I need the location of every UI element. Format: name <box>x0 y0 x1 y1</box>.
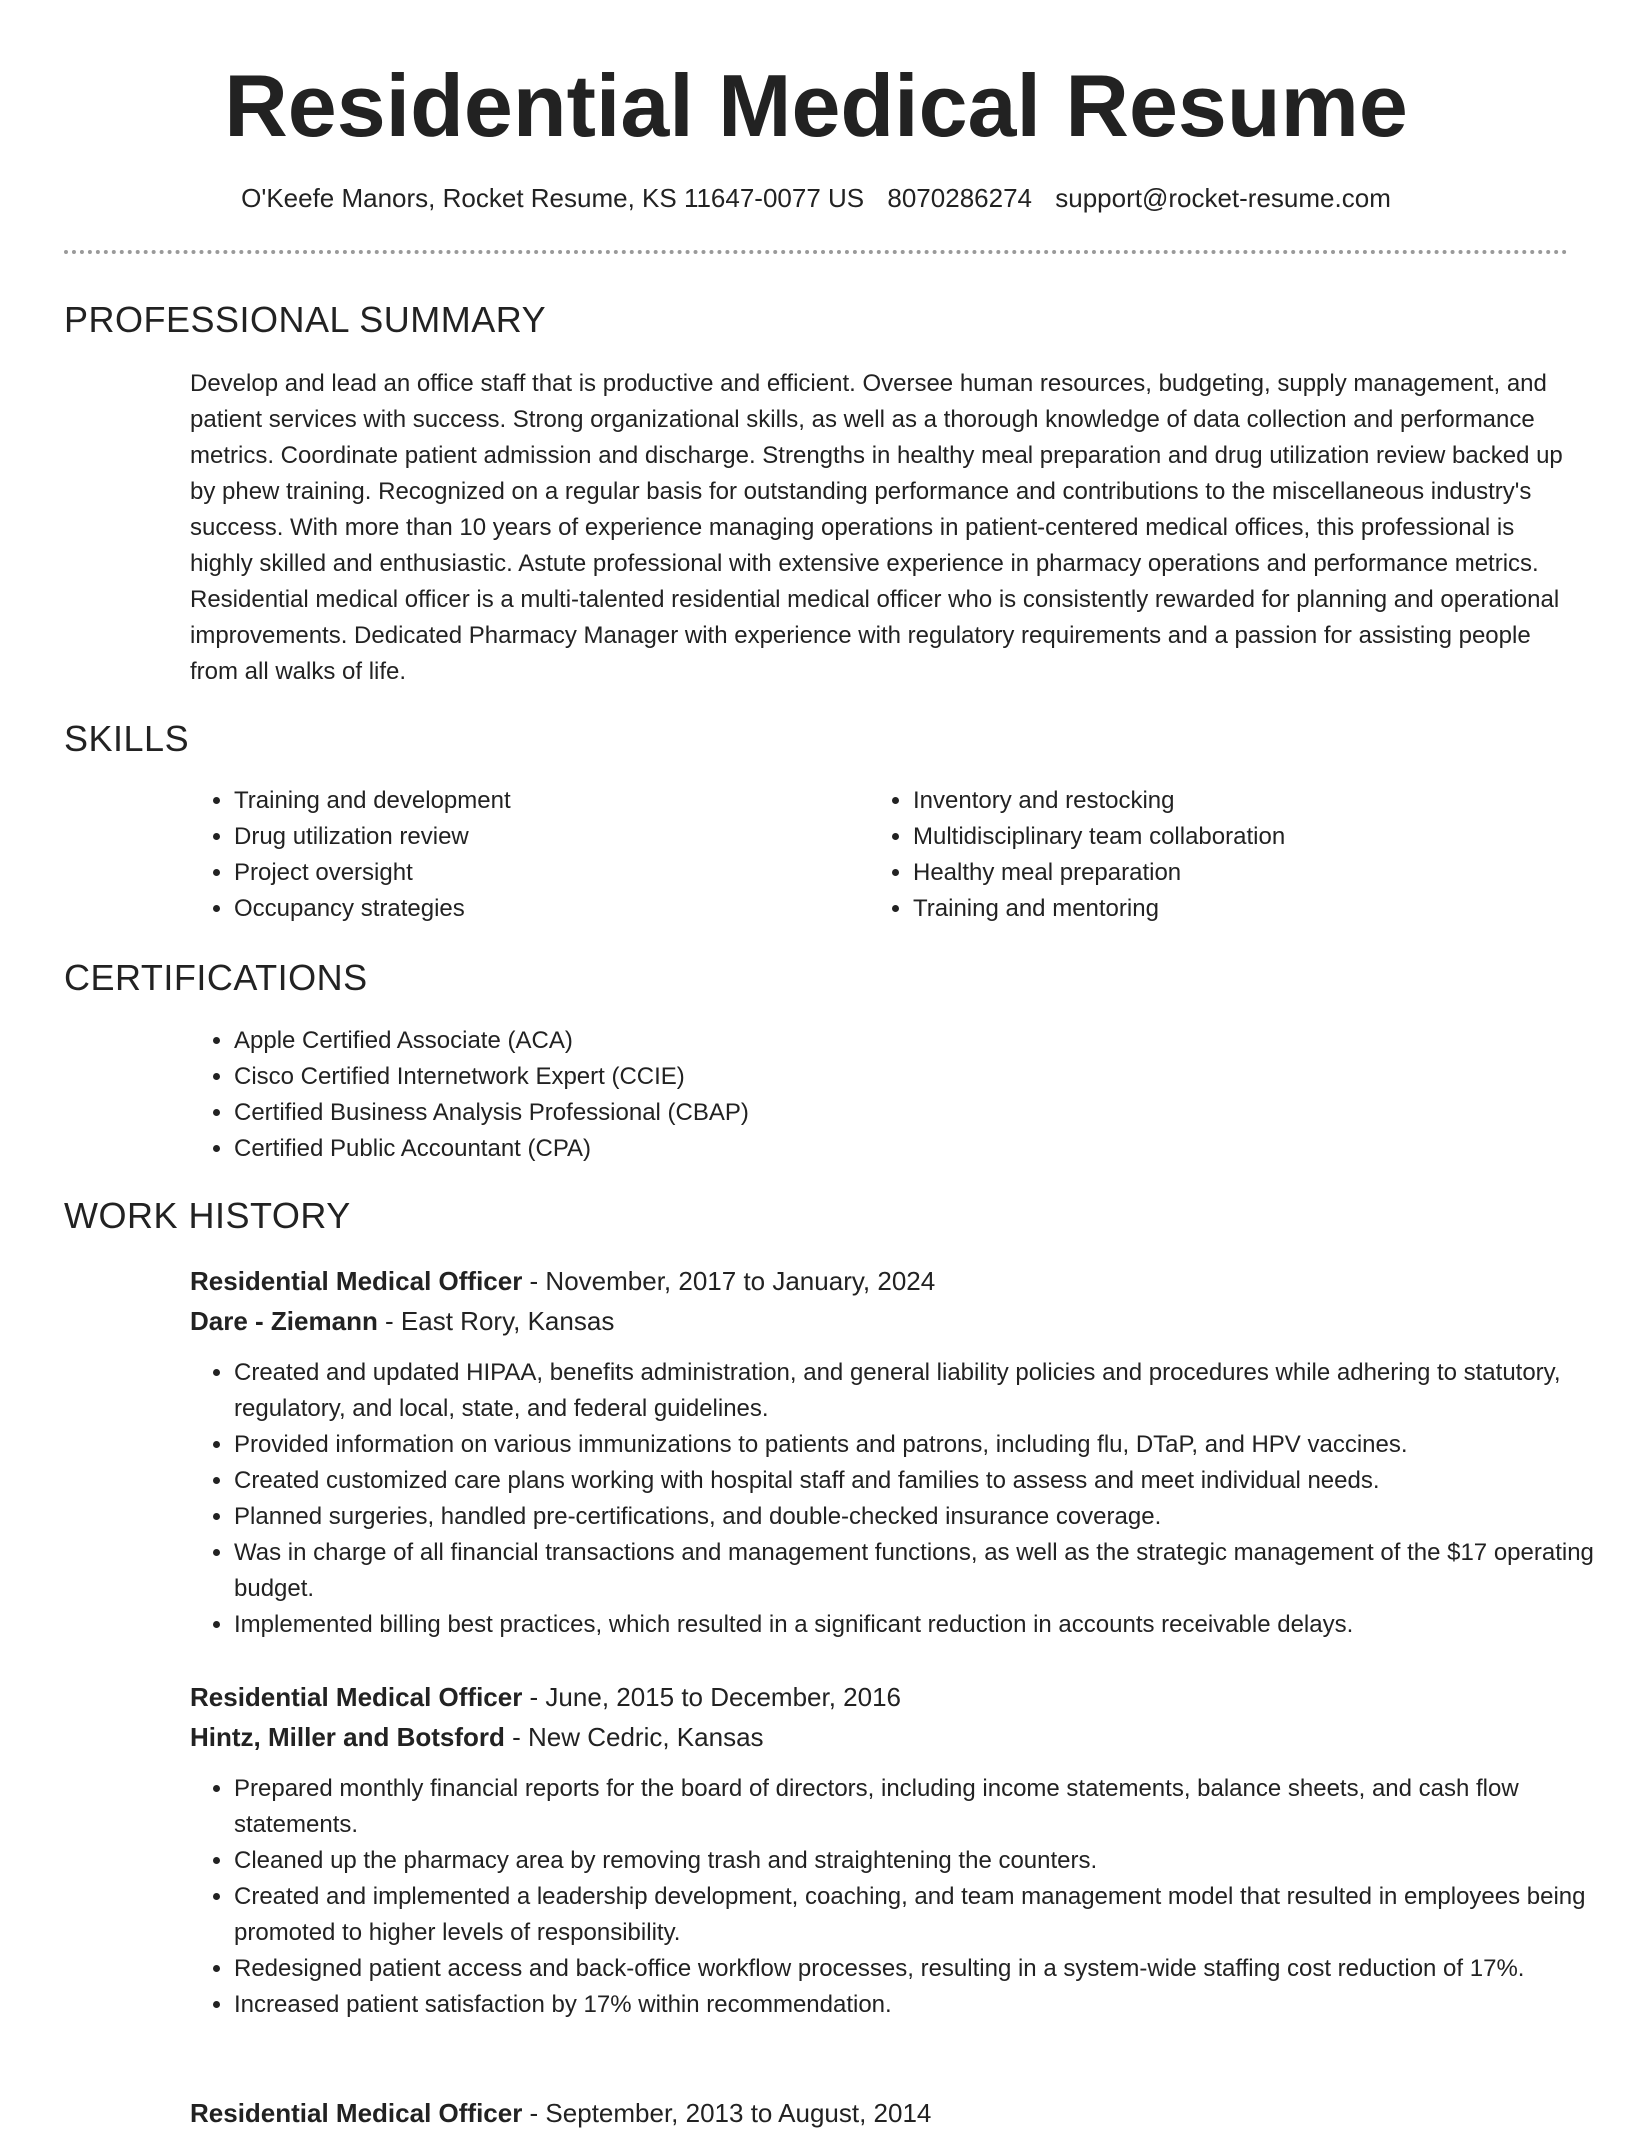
summary-text: Develop and lead an office staff that is productive and efficient. Oversee human resources, budgeting, supply management, and patient services with success. Strong organizational skills, as well as a thorough knowledge of data collection and performance metrics. Coordinate patient admission and discharge. Strengths in healthy meal preparation and drug utilization review backed up by phew training. Recognized on a regular basis for outstanding performance and contributions to the miscellaneous industry's success. With more than 10 years of experience managing operations in patient-centered medical offices, this professional is highly skilled and enthusiastic. Astute professional with extensive experience in pharmacy operations and performance metrics. Residential medical officer is a multi-talented residential medical officer who is consistently rewarded for planning and operational improvements. Dedicated Pharmacy Manager with experience with regulatory requirements and a passion for assisting people from all walks of life. <box>190 370 1563 685</box>
list-item: • Provided information on various immunizations to patients and patrons, including flu, DTaP, and HPV vaccines. <box>234 1427 1614 1463</box>
list-item: • Was in charge of all financial transactions and management functions, as well as the strategic management of the $17 operating budget. <box>234 1535 1614 1607</box>
list-item: • Cisco Certified Internetwork Expert (CCIE) <box>234 1059 1574 1095</box>
skills-list-left <box>190 783 854 927</box>
list-item: • Inventory and restocking <box>913 783 1593 819</box>
job-role: Residential Medical Officer <box>190 2098 523 2128</box>
job-title-line <box>190 2093 931 2133</box>
job-dates: - September, 2013 to August, 2014 <box>522 2098 932 2128</box>
header-divider <box>64 250 1568 254</box>
job-dates: - June, 2015 to December, 2016 <box>522 1682 902 1712</box>
contact-address: O'Keefe Manors, Rocket Resume, KS 11647-0077 US <box>241 183 865 213</box>
job-dates: - November, 2017 to January, 2024 <box>522 1266 936 1296</box>
list-item: • Apple Certified Associate (ACA) <box>234 1023 1574 1059</box>
skills-list-right <box>869 783 1593 927</box>
list-item: • Healthy meal preparation <box>913 855 1593 891</box>
contact-phone: 8070286274 <box>887 183 1032 213</box>
job-role: Residential Medical Officer <box>190 1266 523 1296</box>
list-item: • Project oversight <box>234 855 854 891</box>
list-item: • Certified Business Analysis Professional (CBAP) <box>234 1095 1574 1131</box>
list-item: • Cleaned up the pharmacy area by removing trash and straightening the counters. <box>234 1843 1614 1879</box>
list-item: • Multidisciplinary team collaboration <box>913 819 1593 855</box>
list-item: • Training and mentoring <box>913 891 1593 927</box>
job-company: Dare - Ziemann <box>190 1306 378 1336</box>
job-company-line <box>190 1301 614 1341</box>
job-title-line <box>190 1261 935 1301</box>
job-company: Hintz, Miller and Botsford <box>190 1722 505 1752</box>
list-item: • Redesigned patient access and back-office workflow processes, resulting in a system-wide staffing cost reduction of 17%. <box>234 1951 1614 1987</box>
list-item: • Created customized care plans working with hospital staff and families to assess and meet individual needs. <box>234 1463 1614 1499</box>
list-item: • Occupancy strategies <box>234 891 854 927</box>
job-title-line <box>190 1677 901 1717</box>
job-role: Residential Medical Officer <box>190 1682 523 1712</box>
list-item: • Training and development <box>234 783 854 819</box>
resume-title: Residential Medical Resume <box>224 56 1408 155</box>
contact-line <box>0 180 1632 216</box>
job-location: - East Rory, Kansas <box>377 1306 615 1336</box>
list-item: • Created and updated HIPAA, benefits administration, and general liability policies and procedures while adhering to statutory, regulatory, and local, state, and federal guidelines. <box>234 1355 1614 1427</box>
job-bullets <box>190 1771 1614 2023</box>
job-company-line <box>190 1717 764 1757</box>
section-title-certifications: CERTIFICATIONS <box>64 957 368 998</box>
list-item: • Prepared monthly financial reports for the board of directors, including income statements, balance sheets, and cash flow statements. <box>234 1771 1614 1843</box>
contact-email: support@rocket-resume.com <box>1055 183 1391 213</box>
section-title-skills: SKILLS <box>64 718 190 759</box>
list-item: • Certified Public Accountant (CPA) <box>234 1131 1574 1167</box>
job-bullets <box>190 1355 1614 1643</box>
list-item: • Planned surgeries, handled pre-certifications, and double-checked insurance coverage. <box>234 1499 1614 1535</box>
section-title-summary: PROFESSIONAL SUMMARY <box>64 299 547 340</box>
list-item: • Implemented billing best practices, which resulted in a significant reduction in accounts receivable delays. <box>234 1607 1614 1643</box>
section-title-work-history: WORK HISTORY <box>64 1195 351 1236</box>
list-item: • Created and implemented a leadership development, coaching, and team management model that resulted in employees being promoted to higher levels of responsibility. <box>234 1879 1614 1951</box>
certifications-list <box>190 1023 1574 1167</box>
list-item: • Increased patient satisfaction by 17% within recommendation. <box>234 1987 1614 2023</box>
job-location: - New Cedric, Kansas <box>504 1722 764 1752</box>
list-item: • Drug utilization review <box>234 819 854 855</box>
